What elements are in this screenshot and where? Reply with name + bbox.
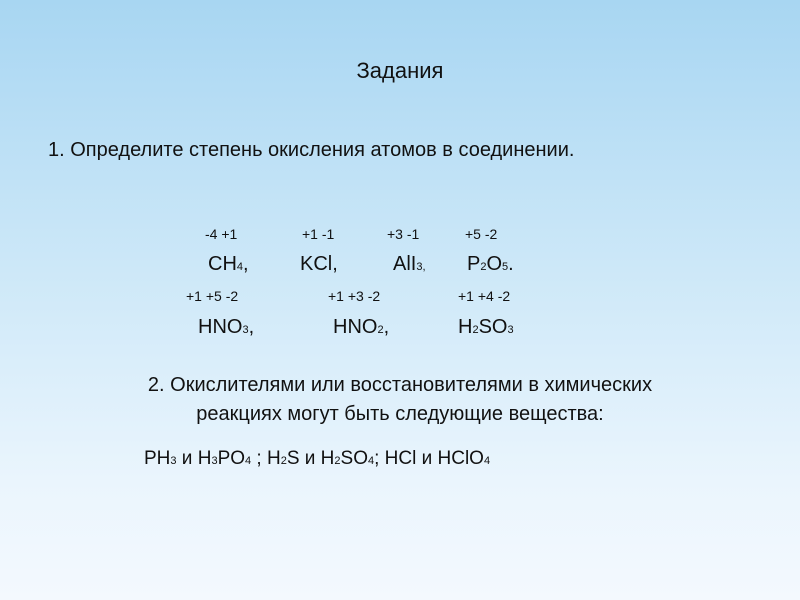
subscript: 3 — [170, 455, 177, 467]
subscript: 4 — [236, 261, 244, 273]
ox-state: +1 +5 -2 — [186, 288, 239, 304]
ox-state: +3 -1 — [387, 226, 420, 242]
ox-state: +5 -2 — [465, 226, 498, 242]
task2-line1: 2. Окислителями или восстановителями в химических — [147, 374, 653, 396]
ox-state: +1 +3 -2 — [328, 288, 381, 304]
formula: P2O5. — [467, 253, 514, 275]
formula: KCl, — [300, 253, 338, 275]
ox-state: +1 -1 — [302, 226, 335, 242]
task2-line2: реакциях могут быть следующие вещества: — [196, 403, 604, 425]
subscript: 2 — [377, 324, 384, 336]
page-title: Задания — [356, 58, 444, 83]
subscript: 2 — [334, 455, 341, 467]
subscript: 5 — [502, 261, 509, 273]
formula: H2SO3 — [458, 316, 514, 338]
ox-state: -4 +1 — [205, 226, 238, 242]
task2-formulas: PH3 и H3PO4 ; H2S и H2SO4; HCl и HClO4 — [144, 448, 491, 469]
subscript: 4 — [367, 455, 375, 467]
formula: CH4, — [208, 253, 249, 275]
task1-text: 1. Определите степень окисления атомов в соединении. — [48, 139, 575, 161]
subscript: 2 — [280, 455, 287, 467]
subscript: 4 — [483, 455, 491, 467]
subscript: 2 — [480, 261, 487, 273]
subscript: 3 — [211, 455, 218, 467]
formula: HNO3, — [198, 316, 255, 338]
subscript: 3 — [242, 324, 249, 336]
subscript: 4 — [245, 455, 252, 467]
subscript: 2 — [472, 324, 479, 336]
subscript: 3, — [416, 261, 426, 273]
formula: AlI3, — [393, 253, 426, 275]
ox-state: +1 +4 -2 — [458, 288, 511, 304]
formula: HNO2, — [333, 316, 390, 338]
subscript: 3 — [507, 324, 514, 336]
